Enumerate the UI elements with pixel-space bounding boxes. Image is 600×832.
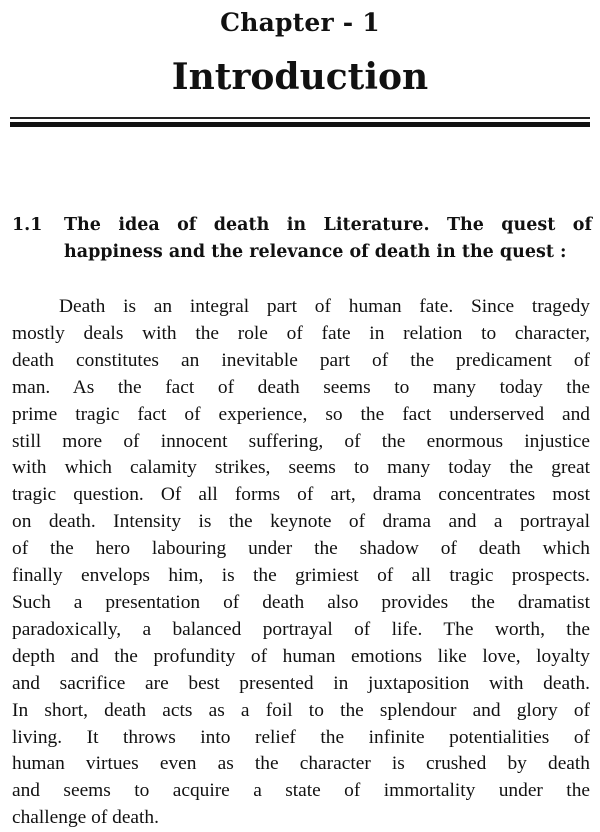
title-divider-thick: [10, 122, 590, 127]
title-divider-thin: [10, 117, 590, 119]
paragraph-line: man. As the fact of death seems to many today the: [12, 376, 590, 398]
paragraph-line: finally envelops him, is the grimiest of all tragic prospects.: [12, 565, 590, 587]
paragraph-line: still more of innocent suffering, of the enormous injustice: [12, 430, 590, 452]
paragraph-line: tragic question. Of all forms of art, drama concentrates most: [12, 484, 590, 506]
section-heading: [12, 212, 592, 266]
paragraph-line: In short, death acts as a foil to the splendour and glory of: [12, 699, 590, 721]
paragraph-line: with which calamity strikes, seems to many today the great: [12, 457, 590, 479]
chapter-title: Introduction: [171, 56, 429, 98]
paragraph-line: paradoxically, a balanced portrayal of life. The worth, the: [12, 618, 590, 640]
body-paragraph: [12, 294, 590, 832]
chapter-label: Chapter - 1: [220, 8, 380, 37]
paragraph-line: of the hero labouring under the shadow of death which: [12, 538, 590, 560]
paragraph-line: death constitutes an inevitable part of the predicament of: [12, 349, 590, 371]
section-heading-text: The idea of death in Literature. The quest of happiness and the relevance of death in the quest :: [64, 215, 592, 262]
paragraph-line: prime tragic fact of experience, so the fact underserved and: [12, 403, 590, 425]
paragraph-line: living. It throws into relief the infinite potentialities of: [12, 726, 590, 748]
paragraph-line: challenge of death.: [12, 807, 159, 829]
paragraph-line: and seems to acquire a state of immortality under the: [12, 780, 590, 802]
paragraph-line: depth and the profundity of human emotions like love, loyalty: [12, 645, 590, 667]
section-number: 1.1: [12, 215, 43, 235]
paragraph-line: human virtues even as the character is crushed by death: [12, 753, 590, 775]
paragraph-line: mostly deals with the role of fate in relation to character,: [12, 322, 590, 344]
paragraph-line: Death is an integral part of human fate. Since tragedy: [59, 296, 590, 317]
paragraph-line: on death. Intensity is the keynote of drama and a portrayal: [12, 511, 590, 533]
paragraph-line: Such a presentation of death also provides the dramatist: [12, 591, 590, 613]
paragraph-line: and sacrifice are best presented in juxtaposition with death.: [12, 672, 590, 694]
